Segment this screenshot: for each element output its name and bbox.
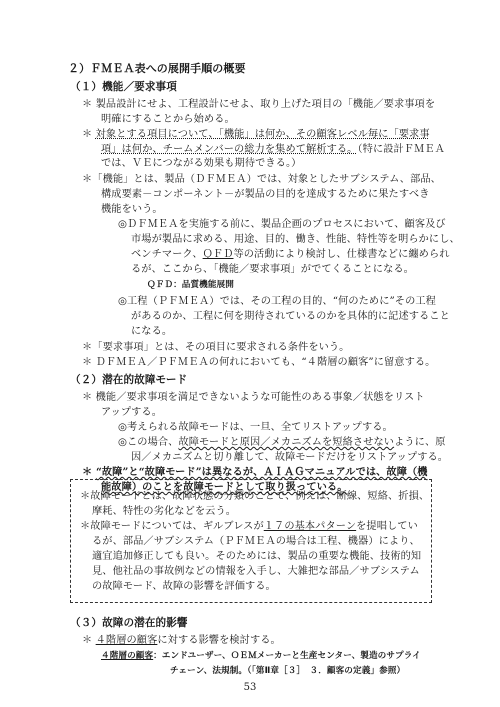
underlined-term: ４階層の顧客 bbox=[95, 635, 158, 646]
bullet-text: 機能をいう。 bbox=[101, 204, 163, 215]
dotted-underline-text: 項」は何か、チームメンバーの総力を集めて解析する。 bbox=[101, 144, 358, 155]
subsection-title-effects: （３）故障の潜在的影響 bbox=[70, 617, 188, 629]
note-text: ◎ＤＦＭＥＡを実施する前に、製品企画のプロセスにおいて、顧客及び bbox=[118, 219, 446, 230]
bullet-text: 項」は何か、チームメンバーの総力を集めて解析する。（特に設計ＦＭＥＡ bbox=[101, 144, 445, 155]
bullet-text: ＊ 製品設計にせよ、工程設計にせよ、取り上げた項目の「機能／要求事項を bbox=[82, 99, 436, 110]
bullet-text: ＊ 対象とする項目について、「機能」は何か、その顧客レベル毎に「要求事 bbox=[82, 129, 430, 140]
bullet-text: ＊ “故障”と“故障モード”は異なるが、ＡＩＡＧマニュアルでは、故障（機 bbox=[82, 466, 428, 478]
note-text: ◎考えられる故障モードは、一旦、全てリストアップする。 bbox=[118, 422, 393, 433]
wavy-underline-text: 能故障）のことを故障モードとして取り扱っている。 bbox=[101, 481, 348, 493]
box-text: ＊故障モードについては、ギルブレスが１７の基本パターンを提唱してい bbox=[80, 521, 418, 532]
box-text: ＊故障モードとは、故障状態の分類のことで、例えば、断線、短絡、折損、 bbox=[80, 491, 430, 502]
bullet-text: ＊「要求事項」とは、その項目に要求される条件をいう。 bbox=[82, 342, 350, 353]
section-title: ２）ＦＭＥＡ表への展開手順の概要 bbox=[68, 62, 246, 75]
box-text: るが、部品／サブシステム（ＰＦＭＥＡの場合は工程、機器）により、 bbox=[92, 536, 420, 547]
bullet-text: ＊「機能」とは、製品（ＤＦＭＥＡ）では、対象としたサブシステム、部品、 bbox=[82, 174, 441, 185]
note-text: 市場が製品に求める、用途、目的、働き、性能、特性等を明らかにし、 bbox=[131, 234, 460, 245]
footnote-customers: ４階層の顧客：エンドユーザー、ＯＥＭメーカーと生産センター、製造のサプライ bbox=[101, 651, 421, 661]
note-text: ◎この場合、故障モードと原因／メカニズムを短絡させないように、原 bbox=[118, 437, 446, 448]
bullet-text: ＊ ＤＦＭＥＡ／ＰＦＭＥＡの何れにおいても、“４階層の顧客”に留意する。 bbox=[82, 357, 436, 368]
footnote-customers: チェーン、法規制。（「第Ⅱ章［３］ ３．顧客の定義」参照） bbox=[170, 666, 406, 676]
dotted-underline-text: 対象とする項目について、「機能」は何か、その顧客レベル毎に「要求事 bbox=[95, 129, 430, 140]
note-text: ベンチマーク、ＱＦＤ等の活動により検討し、仕様書などに纏められ bbox=[131, 249, 450, 260]
box-text: 見、他社品の事故例などの情報を入手し、大雑把な部品／サブシステム bbox=[92, 566, 420, 577]
subsection-title-function: （１）機能／要求事項 bbox=[70, 81, 177, 93]
subsection-title-failure-mode: （２）潜在的故障モード bbox=[70, 374, 188, 386]
underlined-term: １７の基本パターン bbox=[263, 521, 357, 532]
wavy-underline-text: “故障”と“故障モード”は異なるが、ＡＩＡＧマニュアルでは、故障（機 bbox=[95, 466, 428, 478]
bullet-text: ＊ ４階層の顧客に対する影響を検討する。 bbox=[82, 635, 281, 646]
bullet-text: アップする。 bbox=[101, 407, 163, 418]
footnote-qfd: ＱＦＤ：品質機能展開 bbox=[147, 280, 234, 290]
note-text: ◎工程（ＰＦＭＥＡ）では、その工程の目的、“何のために”その工程 bbox=[118, 296, 436, 307]
wavy-underline-text: 故障モードと原因／メカニズムを短絡させない bbox=[178, 437, 395, 448]
underlined-term: ＱＦＤ bbox=[202, 249, 234, 260]
note-text: 因／メカニズムと切り離して、故障モードだけをリストアップする。 bbox=[131, 452, 449, 463]
box-text: の故障モード、故障の影響を評価する。 bbox=[92, 581, 276, 592]
box-text: 摩耗、特性の劣化などを云う。 bbox=[92, 506, 237, 517]
note-text: るが、ここから、「機能／要求事項」がでてくることになる。 bbox=[131, 264, 414, 275]
note-text: になる。 bbox=[131, 326, 173, 337]
bullet-text: では、ＶＥにつながる効果も期待できる。） bbox=[101, 158, 302, 169]
page-number: 53 bbox=[243, 682, 257, 693]
note-text: があるのか、工程に何を期待されているのかを具体的に記述すること bbox=[131, 311, 450, 322]
box-text: 適宜追加修正しても良い。そのためには、製品の重要な機能、技術的知 bbox=[92, 551, 422, 562]
bullet-text: 明確にすることから始める。 bbox=[101, 114, 235, 125]
bullet-text: 構成要素－コンポーネント－が製品の目的を達成するために果たすべき bbox=[101, 189, 430, 200]
bullet-text: ＊ 機能／要求事項を満足できないような可能性のある事象／状態をリスト bbox=[82, 392, 425, 403]
